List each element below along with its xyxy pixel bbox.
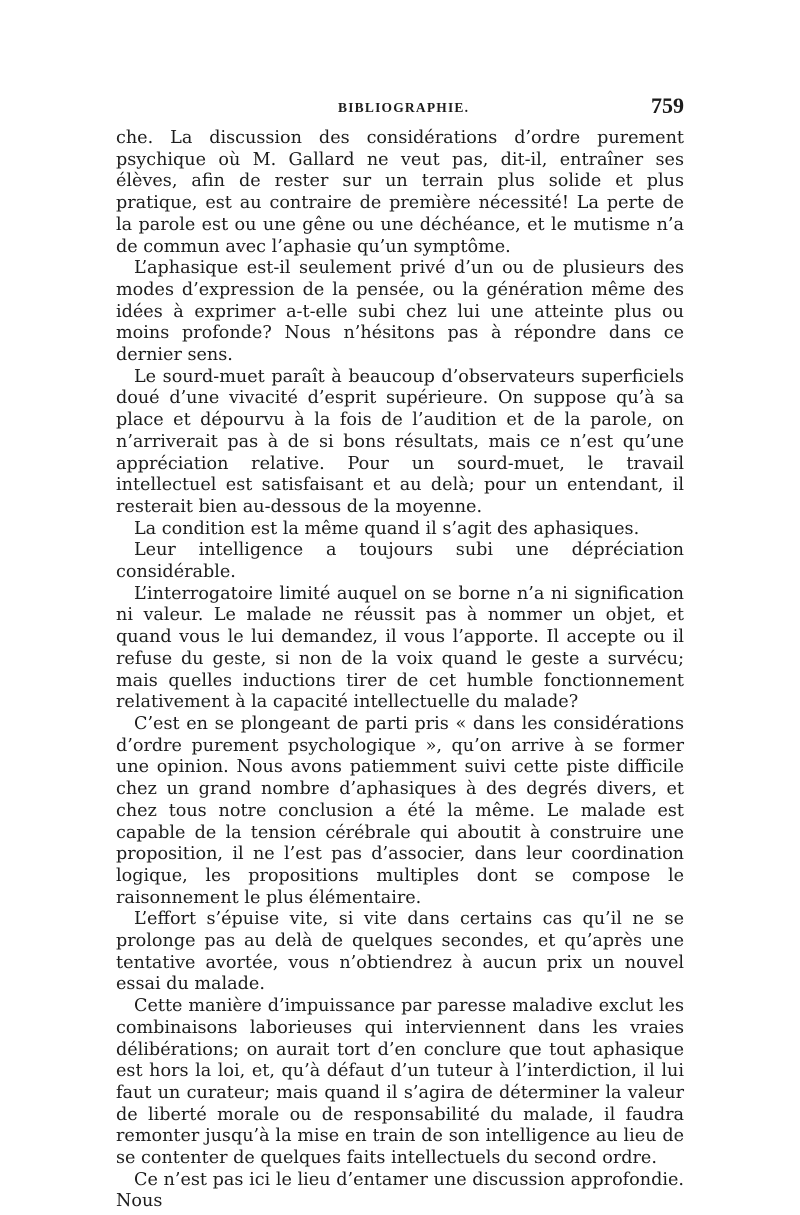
body-text [116, 128, 684, 1213]
paragraph: La condition est la même quand il s’agit des aphasiques. [134, 518, 640, 539]
paragraph: C’est en se plongeant de parti pris « dans les considérations d’ordre purement psychologique », qu’on arrive à se former une opinion. Nous avons patiemment suivi cette piste difficile chez un grand nombre d’aphasiques à des degrés divers, et chez tous notre conclusion a été la même. Le malade est capable de la tension cérébrale qui aboutit à construire une proposition, il ne l’est pas d’associer, dans leur coordination logique, les propositions multiples dont se compose le raisonnement le plus élémentaire. [116, 713, 684, 908]
paragraph: L’effort s’épuise vite, si vite dans certains cas qu’il ne se prolonge pas au delà de quelques secondes, et qu’après une tentative avortée, vous n’obtiendrez à aucun prix un nouvel essai du malade. [116, 909, 684, 995]
book-page [116, 94, 684, 1213]
paragraph: che. La discussion des considérations d’ordre purement psychique où M. Gallard ne veut pas, dit-il, entraîner ses élèves, afin de rester sur un terrain plus solide et plus pratique, est au contraire de première nécessité! La perte de la parole est ou une gêne ou une déchéance, et le mutisme n’a de commun avec l’aphasie qu’un symptôme. [116, 128, 684, 257]
page-number: 759 [651, 93, 684, 118]
running-title: BIBLIOGRAPHIE. [338, 100, 470, 115]
paragraph: Leur intelligence a toujours subi une dépréciation considérable. [116, 540, 684, 583]
paragraph: L’aphasique est-il seulement privé d’un ou de plusieurs des modes d’expression de la pensée, ou la génération même des idées à exprimer a-t-elle subi chez lui une atteinte plus ou moins profonde? Nous n’hésitons pas à répondre dans ce dernier sens. [116, 258, 684, 366]
paragraph: L’interrogatoire limité auquel on se borne n’a ni signification ni valeur. Le malade ne réussit pas à nommer un objet, et quand vous le lui demandez, il vous l’apporte. Il accepte ou il refuse du geste, si non de la voix quand le geste a survécu; mais quelles inductions tirer de cet humble fonctionnement relativement à la capacité intellectuelle du malade? [116, 583, 684, 713]
paragraph: Cette manière d’impuissance par paresse maladive exclut les combinaisons laborieuses qui interviennent dans les vraies délibérations; on aurait tort d’en conclure que tout aphasique est hors la loi, et, qu’à défaut d’un tuteur à l’interdiction, il lui faut un curateur; mais quand il s’agira de déterminer la valeur de liberté morale ou de responsabilité du malade, il faudra remonter jusqu’à la mise en train de son intelligence au lieu de se contenter de quelques faits intellectuels du second ordre. [116, 996, 684, 1169]
running-head [116, 94, 684, 128]
paragraph: Le sourd-muet paraît à beaucoup d’observateurs superficiels doué d’une vivacité d’esprit supérieure. On suppose qu’à sa place et dépourvu à la fois de l’audition et de la parole, on n’arriverait pas à de si bons résultats, mais ce n’est qu’une appréciation relative. Pour un sourd-muet, le travail intellectuel est satisfaisant et au delà; pour un entendant, il resterait bien au-dessous de la moyenne. [116, 366, 684, 517]
paragraph: Ce n’est pas ici le lieu d’entamer une discussion approfondie. Nous [116, 1169, 684, 1212]
